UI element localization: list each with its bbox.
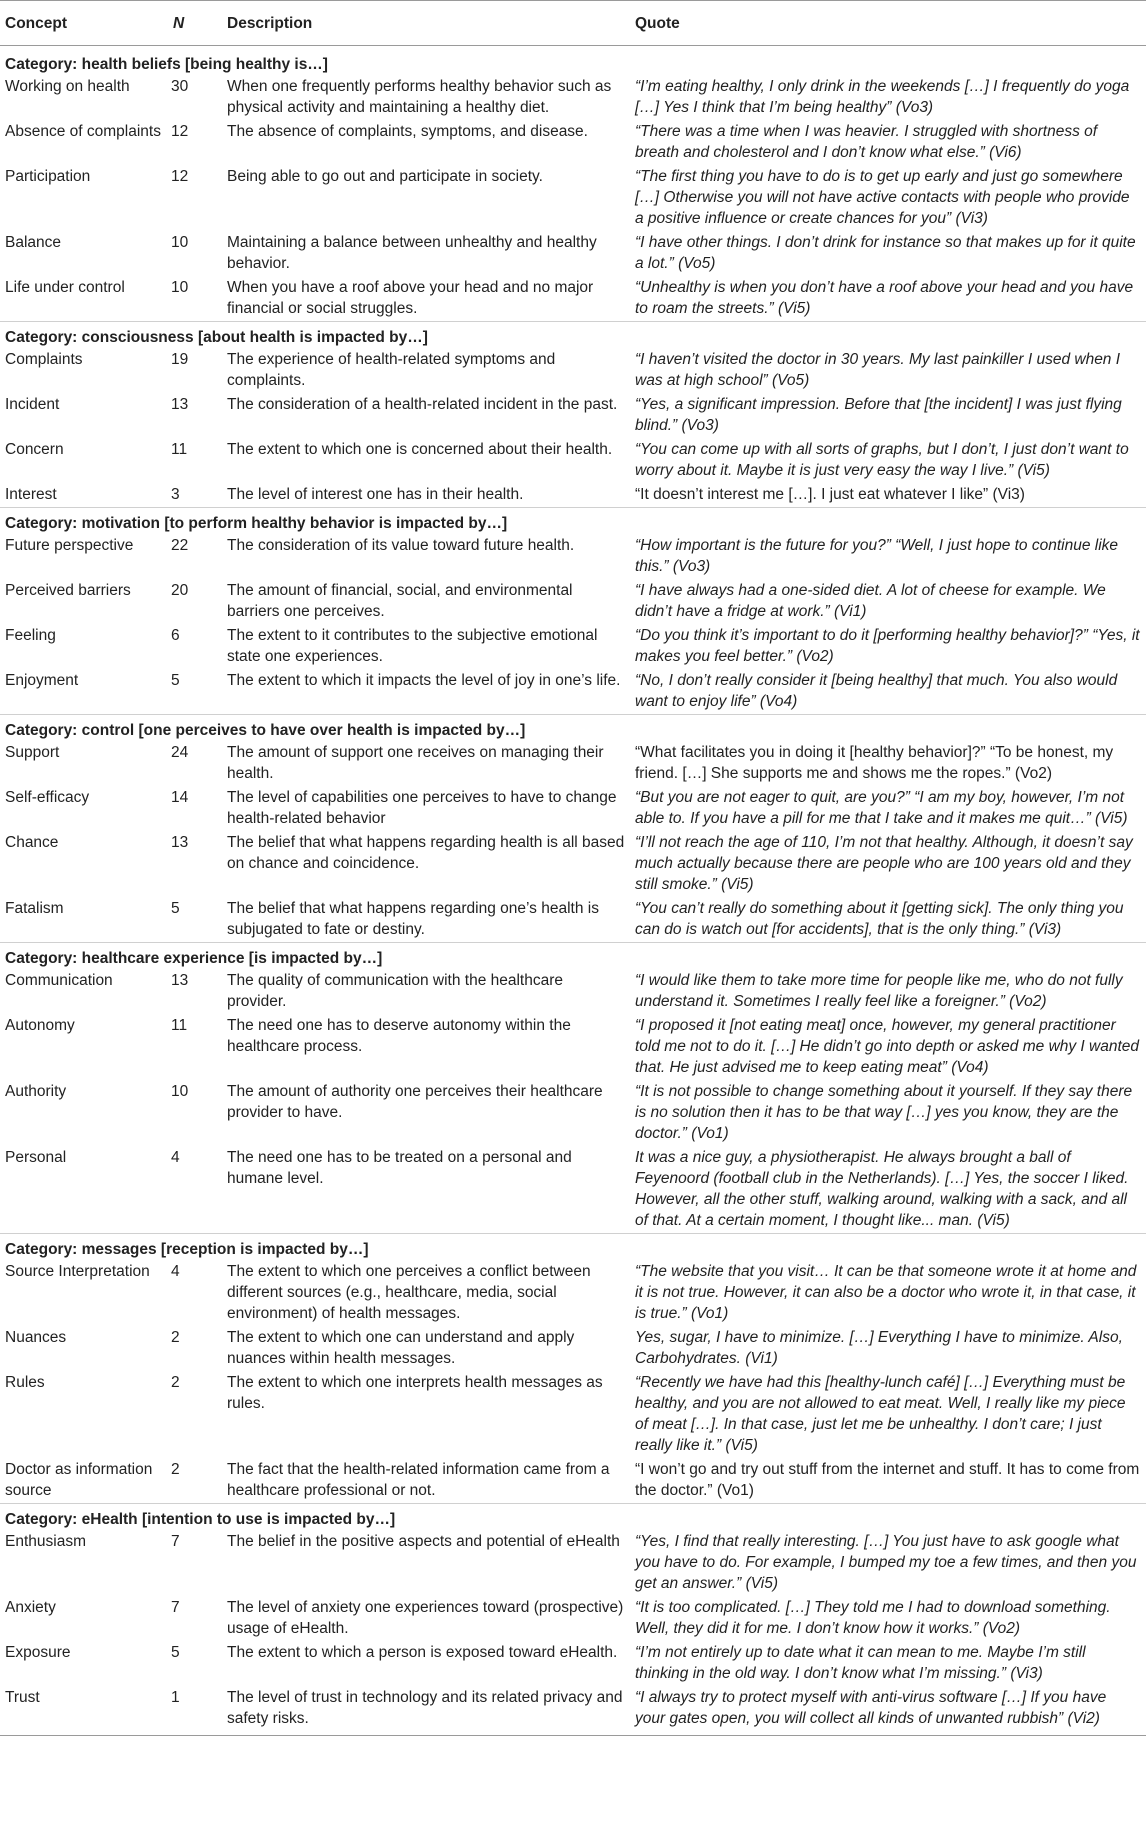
description-cell: The level of interest one has in their health. [227,486,524,503]
description-cell: The belief that what happens regarding health is all based on chance and coincidence. [227,834,625,872]
n-cell: 13 [171,396,189,413]
header-row [0,1,1146,46]
header-n [168,1,222,46]
concept-cell: Enjoyment [5,672,79,689]
description-cell: The belief that what happens regarding one’s health is subjugated to fate or destiny. [227,900,599,938]
quote-cell: “It is too complicated. […] They told me I had to download something. Well, they did it for me. I don’t know how it works.” (Vo2) [635,1599,1111,1637]
table-row [0,1260,1146,1326]
quote-cell: “I haven’t visited the doctor in 30 years. My last painkiller I used when I was at high school” (Vo5) [635,351,1121,389]
n-cell: 5 [171,900,180,917]
table-row [0,348,1146,393]
quote-cell: “You can come up with all sorts of graphs, but I don’t, I just don’t want to worry about it. Maybe it is just very easy the way I live.” (Vi5) [635,441,1129,479]
n-cell: 10 [171,234,189,251]
header-description: Description [222,1,630,46]
n-cell: 1 [171,1689,180,1706]
description-cell: The quality of communication with the healthcare provider. [227,972,564,1010]
description-cell: The extent to which one can understand and apply nuances within health messages. [227,1329,575,1367]
concept-cell: Fatalism [5,900,64,917]
n-cell: 5 [171,1644,180,1661]
description-cell: When you have a roof above your head and no major financial or social struggles. [227,279,594,317]
concept-cell: Working on health [5,78,130,95]
header-concept: Concept [0,1,168,46]
n-cell: 4 [171,1263,180,1280]
category-row [0,943,1146,970]
quote-cell: “I have always had a one-sided diet. A lot of cheese for example. We didn’t have a fridge at work.” (Vi1) [635,582,1106,620]
description-cell: The experience of health-related symptoms and complaints. [227,351,556,389]
concept-cell: Exposure [5,1644,71,1661]
quote-cell: “There was a time when I was heavier. I struggled with shortness of breath and cholesterol and I don’t know what else.” (Vi6) [635,123,1098,161]
table-row [0,483,1146,508]
description-cell: The consideration of its value toward future health. [227,537,575,554]
table-row [0,1326,1146,1371]
table-row [0,1686,1146,1736]
table-row [0,786,1146,831]
concept-cell: Enthusiasm [5,1533,86,1550]
concept-cell: Chance [5,834,59,851]
table-row [0,1458,1146,1504]
description-cell: The belief in the positive aspects and potential of eHealth [227,1533,620,1550]
quote-cell: “How important is the future for you?” “Well, I just hope to continue like this.” (Vo3) [635,537,1119,575]
table-row [0,1014,1146,1080]
concept-cell: Autonomy [5,1017,75,1034]
quote-cell: Yes, sugar, I have to minimize. […] Everything I have to minimize. Also, Carbohydrates. (Vi1) [635,1329,1123,1367]
concept-cell: Concern [5,441,64,458]
table-row [0,1530,1146,1596]
n-cell: 6 [171,627,180,644]
quote-cell: “But you are not eager to quit, are you?” “I am my boy, however, I’m not able to. If you have a pill for me that I take and it makes me quit…” (Vi5) [635,789,1128,827]
quote-cell: “I’m not entirely up to date what it can mean to me. Maybe I’m still thinking in the old way. I don’t know what I’m missing.” (Vi3) [635,1644,1086,1682]
n-cell: 12 [171,123,189,140]
quote-cell: “I have other things. I don’t drink for instance so that makes up for it quite a lot.” (Vo5) [635,234,1136,272]
header-quote: Quote [630,1,1146,46]
concept-cell: Interest [5,486,57,503]
table-row [0,165,1146,231]
quote-cell: “The website that you visit… It can be that someone wrote it at home and it is not true. However, it can also be a doctor who wrote it, in that case, it is true.” (Vo1) [635,1263,1137,1322]
description-cell: The level of anxiety one experiences toward (prospective) usage of eHealth. [227,1599,624,1637]
description-cell: The consideration of a health-related incident in the past. [227,396,618,413]
n-cell: 2 [171,1461,180,1478]
table-row [0,534,1146,579]
table-row [0,231,1146,276]
description-cell: The absence of complaints, symptoms, and disease. [227,123,588,140]
table-row [0,969,1146,1014]
quote-cell: “Do you think it’s important to do it [performing healthy behavior]?” “Yes, it makes you feel better.” (Vo2) [635,627,1140,665]
concept-cell: Anxiety [5,1599,56,1616]
table-row [0,579,1146,624]
category-row [0,715,1146,742]
quote-cell: “Recently we have had this [healthy-lunch café] […] Everything must be healthy, and you are not allowed to eat meat. Well, I really like my piece of meat […]. In that case, just let me be unhealthy. I don’t care; I just really like it.” (Vi5) [635,1374,1126,1454]
quote-cell: “It is not possible to change something about it yourself. If they say there is no solution then it has to be that way […] yes you know, they are the doctor.” (Vo1) [635,1083,1133,1142]
n-cell: 2 [171,1374,180,1391]
description-cell: The extent to which it impacts the level of joy in one’s life. [227,672,621,689]
quote-cell: “I always try to protect myself with anti-virus software […] If you have your gates open, you will collect all kinds of unwanted rubbish” (Vi2) [635,1689,1107,1727]
table-row [0,75,1146,120]
header-n-label: N [173,15,185,32]
table-row [0,276,1146,322]
category-label: Category: messages [reception is impacted by…] [0,1234,1146,1261]
table-header [0,1,1146,46]
description-cell: The extent to which a person is exposed toward eHealth. [227,1644,618,1661]
concept-cell: Future perspective [5,537,134,554]
quote-cell: “Unhealthy is when you don’t have a roof above your head and you have to roam the streets.” (Vi5) [635,279,1134,317]
description-cell: The level of capabilities one perceives to have to change health-related behavior [227,789,617,827]
description-cell: Maintaining a balance between unhealthy and healthy behavior. [227,234,597,272]
concept-cell: Doctor as information source [5,1461,153,1499]
description-cell: The extent to which one is concerned about their health. [227,441,613,458]
category-label: Category: eHealth [intention to use is impacted by…] [0,1504,1146,1531]
quote-cell: “What facilitates you in doing it [healthy behavior]?” “To be honest, my friend. […] She supports me and shows me the ropes.” (Vo2) [635,744,1114,782]
quote-cell: “You can’t really do something about it [getting sick]. The only thing you can do is watch out [for accidents], that is the only thing.” (Vi3) [635,900,1124,938]
n-cell: 30 [171,78,189,95]
concept-cell: Complaints [5,351,83,368]
n-cell: 3 [171,486,180,503]
quote-cell: “I proposed it [not eating meat] once, however, my general practitioner told me not to do it. […] He didn’t go into depth or asked me why I wanted that. He just advised me to keep eating meat” (Vo4) [635,1017,1140,1076]
category-row [0,322,1146,349]
n-cell: 11 [171,1017,188,1034]
n-cell: 4 [171,1149,180,1166]
description-cell: The need one has to deserve autonomy within the healthcare process. [227,1017,571,1055]
table-row [0,1146,1146,1234]
n-cell: 24 [171,744,189,761]
n-cell: 7 [171,1533,180,1550]
table-row [0,120,1146,165]
description-cell: The extent to which one interprets health messages as rules. [227,1374,603,1412]
n-cell: 12 [171,168,189,185]
category-row [0,1504,1146,1531]
category-label: Category: healthcare experience [is impacted by…] [0,943,1146,970]
concept-cell: Authority [5,1083,67,1100]
description-cell: The need one has to be treated on a personal and humane level. [227,1149,572,1187]
table-row [0,624,1146,669]
n-cell: 14 [171,789,189,806]
table-row [0,438,1146,483]
description-cell: The extent to which one perceives a conflict between different sources (e.g., healthcare, media, social environment) of health messages. [227,1263,591,1322]
quote-cell: “Yes, I find that really interesting. […] You just have to ask google what you have to do. For example, I bumped my toe a few times, and then you get an answer.” (Vi5) [635,1533,1137,1592]
quote-cell: “I would like them to take more time for people like me, who do not fully understand it. Sometimes I really feel like a foreigner.” (Vo2) [635,972,1123,1010]
category-label: Category: control [one perceives to have over health is impacted by…] [0,715,1146,742]
concept-cell: Self-efficacy [5,789,90,806]
quote-cell: “Yes, a significant impression. Before that [the incident] I was just flying blind.” (Vo3) [635,396,1122,434]
table-row [0,1371,1146,1458]
table-row [0,897,1146,943]
category-label: Category: motivation [to perform healthy behavior is impacted by…] [0,508,1146,535]
table-row [0,741,1146,786]
table-row [0,669,1146,715]
n-cell: 19 [171,351,189,368]
n-cell: 11 [171,441,188,458]
quote-cell: “No, I don’t really consider it [being healthy] that much. You also would want to enjoy life” (Vo4) [635,672,1118,710]
concept-cell: Personal [5,1149,67,1166]
concept-cell: Support [5,744,60,761]
n-cell: 10 [171,1083,189,1100]
description-cell: When one frequently performs healthy behavior such as physical activity and maintaining a healthy diet. [227,78,612,116]
category-label: Category: consciousness [about health is impacted by…] [0,322,1146,349]
table-row [0,1596,1146,1641]
n-cell: 13 [171,972,189,989]
concept-cell: Absence of complaints [5,123,161,140]
concept-cell: Nuances [5,1329,67,1346]
concept-cell: Participation [5,168,91,185]
description-cell: The extent to it contributes to the subjective emotional state one experiences. [227,627,598,665]
quote-cell: “I’m eating healthy, I only drink in the weekends […] I frequently do yoga […] Yes I think that I’m being healthy” (Vo3) [635,78,1130,116]
description-cell: The level of trust in technology and its related privacy and safety risks. [227,1689,623,1727]
quote-cell: “The first thing you have to do is to get up early and just go somewhere […] Otherwise you will not have active contacts with people who provide a positive influence or create chances for you” (Vi3) [635,168,1130,227]
table-row [0,393,1146,438]
table-body [0,46,1146,1736]
table-row [0,1641,1146,1686]
n-cell: 22 [171,537,189,554]
n-cell: 13 [171,834,189,851]
category-row [0,46,1146,76]
concept-cell: Life under control [5,279,125,296]
concept-cell: Communication [5,972,113,989]
quote-cell: “I won’t go and try out stuff from the internet and stuff. It has to come from the doctor.” (Vo1) [635,1461,1140,1499]
concept-cell: Source Interpretation [5,1263,150,1280]
table-row [0,831,1146,897]
concept-cell: Balance [5,234,62,251]
concept-cell: Incident [5,396,60,413]
description-cell: Being able to go out and participate in society. [227,168,543,185]
n-cell: 5 [171,672,180,689]
table-row [0,1080,1146,1146]
concept-cell: Rules [5,1374,45,1391]
quote-cell: “It doesn’t interest me […]. I just eat whatever I like” (Vi3) [635,486,1025,503]
description-cell: The amount of financial, social, and environmental barriers one perceives. [227,582,573,620]
concept-cell: Feeling [5,627,56,644]
description-cell: The amount of authority one perceives their healthcare provider to have. [227,1083,603,1121]
quote-cell: It was a nice guy, a physiotherapist. He always brought a ball of Feyenoord (football club in the Netherlands). […] Yes, the soccer I liked. However, all the other stuff, walking around, walking with a sack, and all of that. At a certain moment, I thought like... man. (Vi5) [635,1149,1129,1229]
category-label: Category: health beliefs [being healthy is…] [5,56,328,73]
n-cell: 20 [171,582,189,599]
category-row [0,1234,1146,1261]
n-cell: 2 [171,1329,180,1346]
concept-cell: Trust [5,1689,40,1706]
concept-cell: Perceived barriers [5,582,131,599]
n-cell: 7 [171,1599,180,1616]
category-row [0,508,1146,535]
quote-cell: “I’ll not reach the age of 110, I’m not that healthy. Although, it doesn’t say much actually because there are people who are 100 years old and they still smoke.” (Vi5) [635,834,1133,893]
n-cell: 10 [171,279,189,296]
description-cell: The fact that the health-related information came from a healthcare professional or not. [227,1461,610,1499]
description-cell: The amount of support one receives on managing their health. [227,744,604,782]
